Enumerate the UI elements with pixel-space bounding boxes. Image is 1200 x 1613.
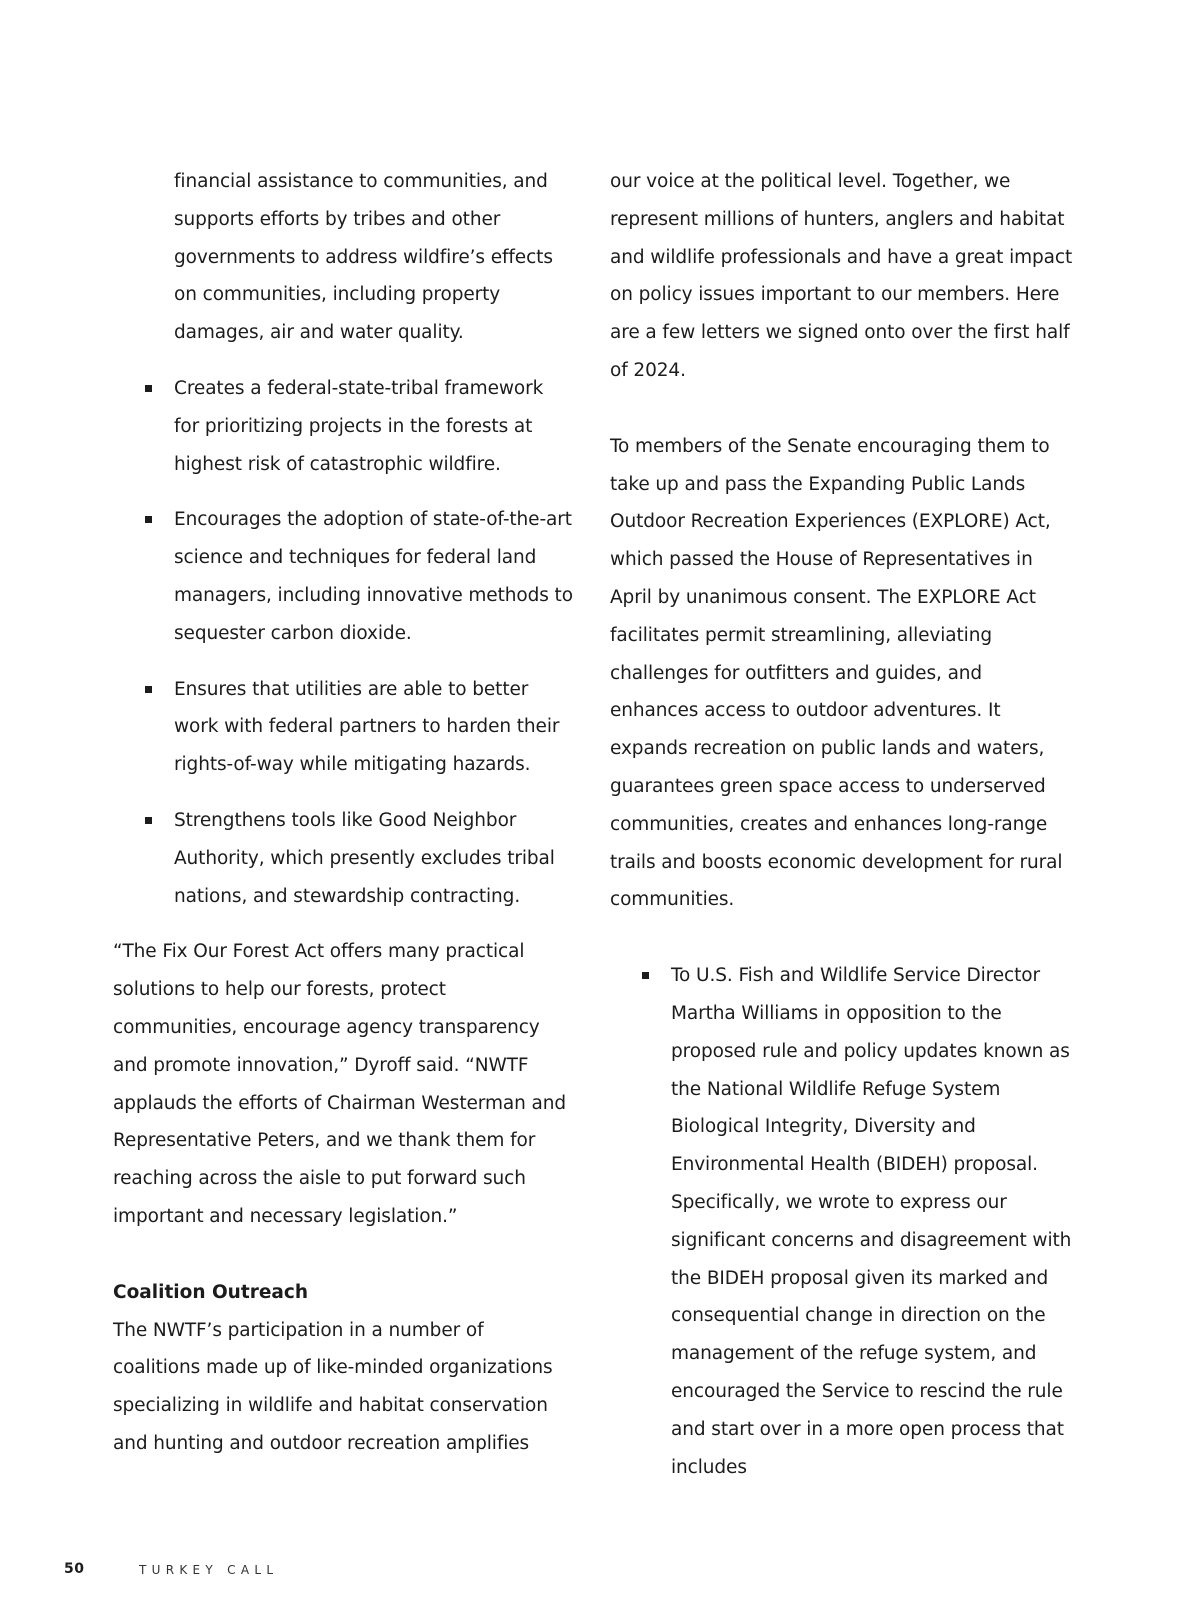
page-footer	[0, 1561, 1200, 1581]
list-item	[113, 802, 573, 915]
coalition-paragraph: The NWTF’s participation in a number of coalitions made up of like-minded organizations specializing in wildlife and habitat conservation and hunting and outdoor recreation amplifies	[113, 1319, 553, 1454]
square-bullet-icon	[642, 972, 649, 979]
right-column	[610, 163, 1075, 1486]
magazine-name: TURKEY CALL	[139, 1563, 279, 1577]
section-heading-coalition-outreach: Coalition Outreach	[113, 1281, 308, 1303]
list-item-text: Creates a federal-state-tribal framework for prioritizing projects in the forests at highest risk of catastrophic wildfire.	[174, 377, 544, 475]
list-item-text: Encourages the adoption of state-of-the-art science and techniques for federal land managers, including innovative methods to sequester carbon dioxide.	[174, 509, 573, 644]
senate-letter-paragraph: To members of the Senate encouraging them to take up and pass the Expanding Public Lands Outdoor Recreation Experiences (EXPLORE) Act, which passed the House of Representatives in April by unanimous consent. The EXPLORE Act facilitates permit streamlining, alleviating challenges for outfitters and guides, and enhances access to outdoor adventures. It expands recreation on public lands and waters, guarantees green space access to underserved communities, creates and enhances long-range trails and boosts economic development for rural communities.	[610, 435, 1063, 911]
list-item-text: To U.S. Fish and Wildlife Service Director Martha Williams in opposition to the proposed rule and policy updates known as the National Wildlife Refuge System Biological Integrity, Diversity and Environmental Health (BIDEH) proposal. Specifically, we wrote to express our significant concerns and disagreement with the BIDEH proposal given its marked and consequential change in direction on the management of the refuge system, and encouraged the Service to rescind the rule and start over in a more open process that includes	[671, 965, 1072, 1478]
square-bullet-icon	[145, 516, 152, 523]
list-item	[113, 370, 573, 483]
page-number: 50	[64, 1561, 85, 1577]
right-bullet-list	[610, 957, 1075, 1486]
list-item	[113, 501, 573, 652]
list-item	[610, 957, 1075, 1486]
square-bullet-icon	[145, 817, 152, 824]
left-bullet-list	[113, 370, 573, 915]
list-item	[113, 671, 573, 784]
square-bullet-icon	[145, 385, 152, 392]
list-item-text: Ensures that utilities are able to better work with federal partners to harden their rights-of-way while mitigating hazards.	[174, 678, 560, 776]
left-column	[113, 163, 573, 1463]
square-bullet-icon	[145, 686, 152, 693]
continued-bullet-text: financial assistance to communities, and supports efforts by tribes and other governments to address wildfire’s effects on communities, including property damages, air and water quality.	[174, 171, 553, 344]
list-item-text: Strengthens tools like Good Neighbor Authority, which presently excludes tribal nations, and stewardship contracting.	[174, 809, 555, 907]
dyroff-quote-paragraph: “The Fix Our Forest Act offers many practical solutions to help our forests, protect communities, encourage agency transparency and promote innovation,” Dyroff said. “NWTF applauds the efforts of Chairman Westerman and Representative Peters, and we thank them for reaching across the aisle to put forward such important and necessary legislation.”	[113, 941, 567, 1227]
coalition-intro-paragraph: our voice at the political level. Together, we represent millions of hunters, anglers and habitat and wildlife professionals and have a great impact on policy issues important to our members. Here are a few letters we signed onto over the first half of 2024.	[610, 171, 1073, 381]
